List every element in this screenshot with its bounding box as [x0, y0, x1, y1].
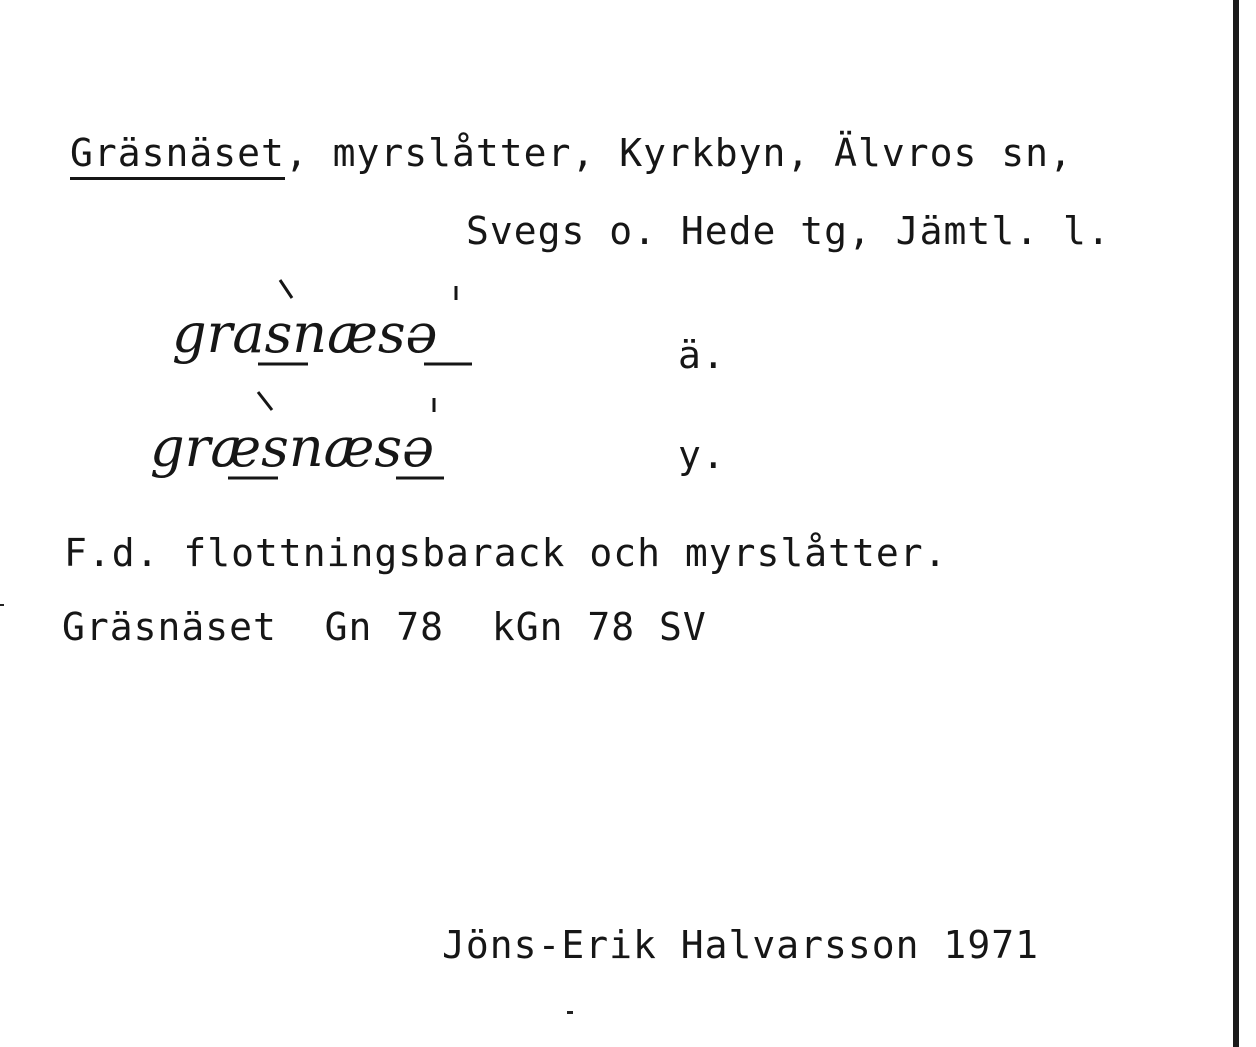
reference-map-1: Gn 78	[324, 605, 445, 649]
pronunciation-1: grasnæsə	[172, 302, 438, 365]
header-rest: , myrslåtter, Kyrkbyn, Älvros sn,	[284, 131, 1073, 175]
pronunciation-label-2: y.	[678, 433, 726, 477]
pronunciation-label-1: ä.	[678, 333, 726, 377]
reference-name: Gräsnäset	[62, 605, 277, 649]
reference-line	[62, 605, 707, 649]
card-edge-line	[1233, 0, 1239, 1047]
scan-speck	[0, 604, 4, 606]
accent-mark	[280, 280, 292, 298]
headword: Gräsnäset	[70, 131, 285, 180]
phonetic-transcriptions	[140, 270, 600, 500]
collector-line: Jöns-Erik Halvarsson 1971	[442, 923, 1039, 967]
reference-map-2: kGn 78 SV	[491, 605, 707, 649]
scan-speck	[567, 1011, 573, 1014]
header-line-2: Svegs o. Hede tg, Jämtl. l.	[466, 209, 1111, 253]
accent-mark	[258, 392, 272, 410]
phonetic-drawing	[140, 270, 600, 500]
header-line-1	[70, 131, 1073, 175]
note-line: F.d. flottningsbarack och myrslåtter.	[64, 531, 948, 575]
pronunciation-2: græsnæsə	[150, 416, 435, 479]
